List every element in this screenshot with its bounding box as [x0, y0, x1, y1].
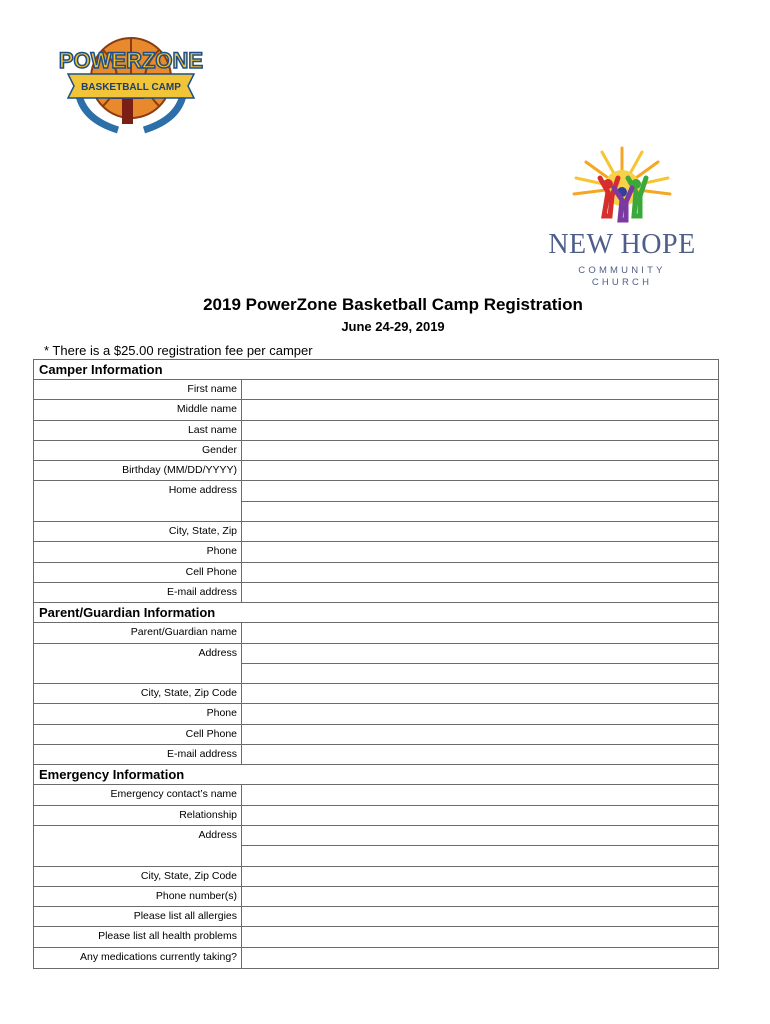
field-input[interactable]	[242, 623, 718, 642]
form-row	[34, 745, 718, 765]
field-input[interactable]	[242, 845, 718, 865]
field-label: Birthday (MM/DD/YYYY)	[34, 461, 242, 480]
new-hope-logo	[546, 144, 698, 288]
field-input-area	[242, 806, 718, 825]
field-input-area	[242, 441, 718, 460]
field-input[interactable]	[242, 501, 718, 521]
field-label: Address	[34, 826, 242, 866]
field-input-area	[242, 644, 718, 684]
field-input-area	[242, 826, 718, 866]
form-row	[34, 441, 718, 461]
field-label: Phone	[34, 542, 242, 561]
field-input-area	[242, 907, 718, 926]
page-title: 2019 PowerZone Basketball Camp Registration	[203, 295, 583, 314]
form-row	[34, 725, 718, 745]
field-input-area	[242, 623, 718, 642]
field-label: Parent/Guardian name	[34, 623, 242, 642]
field-label: Cell Phone	[34, 725, 242, 744]
field-input[interactable]	[242, 948, 718, 968]
section-header: Emergency Information	[34, 765, 718, 785]
field-input-area	[242, 563, 718, 582]
field-input-area	[242, 522, 718, 541]
sunburst-family-icon	[546, 144, 698, 230]
field-label: Phone number(s)	[34, 887, 242, 906]
field-input[interactable]	[242, 826, 718, 845]
form-row	[34, 623, 718, 643]
field-input[interactable]	[242, 663, 718, 683]
field-input[interactable]	[242, 461, 718, 480]
form-row	[34, 948, 718, 968]
field-input[interactable]	[242, 867, 718, 886]
field-input-area	[242, 400, 718, 419]
field-input[interactable]	[242, 644, 718, 663]
form-row	[34, 563, 718, 583]
form-row	[34, 400, 718, 420]
field-label: Last name	[34, 421, 242, 440]
field-label: City, State, Zip Code	[34, 684, 242, 703]
form-row	[34, 644, 718, 685]
field-input[interactable]	[242, 441, 718, 460]
field-input[interactable]	[242, 887, 718, 906]
new-hope-name: NEW HOPE	[548, 229, 696, 260]
field-input[interactable]	[242, 725, 718, 744]
field-input[interactable]	[242, 806, 718, 825]
field-input[interactable]	[242, 684, 718, 703]
form-row	[34, 522, 718, 542]
field-input-area	[242, 704, 718, 723]
field-input[interactable]	[242, 421, 718, 440]
field-input[interactable]	[242, 704, 718, 723]
fee-note: * There is a $25.00 registration fee per camper	[44, 343, 313, 358]
field-input-area	[242, 867, 718, 886]
field-input-area	[242, 461, 718, 480]
camp-dates: June 24-29, 2019	[341, 319, 445, 334]
field-input[interactable]	[242, 927, 718, 946]
form-row	[34, 481, 718, 522]
field-label: Please list all health problems	[34, 927, 242, 946]
field-label: Home address	[34, 481, 242, 521]
powerzone-logo	[58, 22, 204, 134]
field-input-area	[242, 927, 718, 946]
form-row	[34, 927, 718, 947]
form-row	[34, 461, 718, 481]
field-input[interactable]	[242, 522, 718, 541]
field-label: E-mail address	[34, 583, 242, 602]
form-row	[34, 704, 718, 724]
field-label: Emergency contact’s name	[34, 785, 242, 804]
field-input-area	[242, 542, 718, 561]
field-label: City, State, Zip Code	[34, 867, 242, 886]
field-label: Please list all allergies	[34, 907, 242, 926]
field-input[interactable]	[242, 380, 718, 399]
field-input-area	[242, 583, 718, 602]
field-input[interactable]	[242, 907, 718, 926]
field-label: Cell Phone	[34, 563, 242, 582]
section-header: Camper Information	[34, 360, 718, 380]
field-input-area	[242, 380, 718, 399]
field-input[interactable]	[242, 563, 718, 582]
field-input-area	[242, 725, 718, 744]
field-label: City, State, Zip	[34, 522, 242, 541]
form-row	[34, 380, 718, 400]
field-input[interactable]	[242, 481, 718, 500]
field-input[interactable]	[242, 745, 718, 764]
field-input-area	[242, 785, 718, 804]
field-input-area	[242, 481, 718, 521]
field-label: First name	[34, 380, 242, 399]
field-input[interactable]	[242, 785, 718, 804]
form-row	[34, 826, 718, 867]
field-input-area	[242, 948, 718, 968]
field-input[interactable]	[242, 542, 718, 561]
form-row	[34, 684, 718, 704]
form-row	[34, 785, 718, 805]
field-label: Relationship	[34, 806, 242, 825]
form-row	[34, 806, 718, 826]
new-hope-subtitle: COMMUNITY CHURCH	[578, 265, 666, 288]
field-label: E-mail address	[34, 745, 242, 764]
field-label: Middle name	[34, 400, 242, 419]
field-input-area	[242, 745, 718, 764]
powerzone-logo-banner: BASKETBALL CAMP	[81, 82, 181, 93]
field-input[interactable]	[242, 583, 718, 602]
section-header: Parent/Guardian Information	[34, 603, 718, 623]
powerzone-logo-title: POWERZONE	[58, 48, 204, 73]
form-row	[34, 421, 718, 441]
form-row	[34, 583, 718, 603]
form-row	[34, 887, 718, 907]
field-input[interactable]	[242, 400, 718, 419]
field-input-area	[242, 421, 718, 440]
registration-form	[33, 359, 719, 969]
form-row	[34, 907, 718, 927]
field-input-area	[242, 684, 718, 703]
form-row	[34, 867, 718, 887]
field-label: Any medications currently taking?	[34, 948, 242, 968]
field-label: Address	[34, 644, 242, 684]
form-row	[34, 542, 718, 562]
field-input-area	[242, 887, 718, 906]
field-label: Phone	[34, 704, 242, 723]
field-label: Gender	[34, 441, 242, 460]
